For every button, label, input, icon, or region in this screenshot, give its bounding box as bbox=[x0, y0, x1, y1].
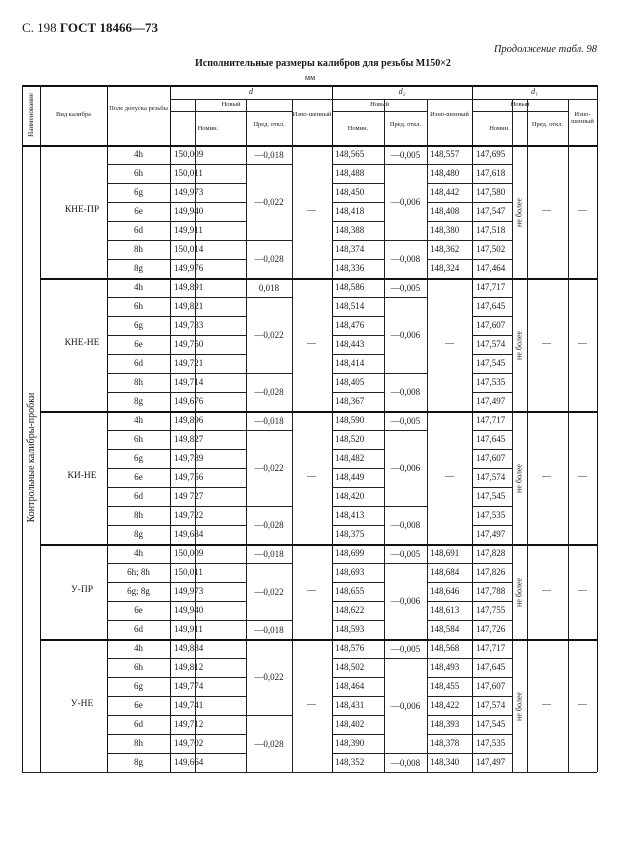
row-rule bbox=[246, 297, 292, 298]
table-row bbox=[22, 183, 597, 202]
tolerance-field: 4h bbox=[134, 415, 143, 425]
row-rule bbox=[246, 430, 292, 431]
d-nominal: 149 727 bbox=[174, 491, 204, 501]
d2-worn: 148,584 bbox=[430, 624, 460, 634]
d2-nominal: 148,699 bbox=[335, 548, 365, 558]
d-nominal: 149,721 bbox=[174, 358, 204, 368]
d1-worn-dash: — bbox=[578, 584, 587, 595]
tolerance-field: 6d bbox=[134, 358, 143, 368]
d-nominal: 149,891 bbox=[174, 282, 204, 292]
header-new: Новый bbox=[221, 101, 241, 108]
d2-worn: 148,324 bbox=[430, 263, 460, 273]
tolerance-field: 6d bbox=[134, 225, 143, 235]
d1-nominal: 147,645 bbox=[476, 301, 506, 311]
d2-limit-deviation: —0,006 bbox=[390, 596, 421, 606]
table-row bbox=[22, 449, 597, 468]
d1-nominal: 147,574 bbox=[476, 339, 506, 349]
d2-nominal: 148,520 bbox=[335, 434, 365, 444]
d1-deviation-dash: — bbox=[542, 337, 551, 348]
header-d2: d₂ bbox=[398, 87, 406, 96]
table-row bbox=[22, 411, 597, 430]
d2-limit-deviation: —0,005 bbox=[390, 282, 421, 293]
d1-nominal: 147,695 bbox=[476, 149, 506, 159]
header-nominal: Номин. bbox=[347, 125, 369, 132]
d-nominal: 149,976 bbox=[174, 263, 204, 273]
calibre-kind: КИ-НЕ bbox=[67, 470, 97, 481]
d2-worn-dash: — bbox=[445, 470, 454, 481]
d2-worn-dash: — bbox=[445, 337, 454, 348]
header-limit-deviation: Пред. откл. bbox=[253, 121, 285, 128]
d-nominal: 149,827 bbox=[174, 434, 204, 444]
d-limit-deviation: —0,022 bbox=[254, 586, 284, 597]
d2-limit-deviation: —0,005 bbox=[390, 643, 421, 654]
table-row bbox=[22, 658, 597, 677]
d2-worn: 148,568 bbox=[430, 643, 460, 653]
d-nominal: 149,911 bbox=[174, 624, 203, 634]
table-unit: мм bbox=[305, 73, 316, 82]
d2-limit-deviation: —0,005 bbox=[390, 415, 421, 426]
d-limit-deviation: —0,028 bbox=[254, 254, 284, 264]
tolerance-field: 4h bbox=[134, 149, 143, 159]
table-row bbox=[22, 259, 597, 278]
row-rule bbox=[246, 563, 292, 564]
table-row bbox=[22, 221, 597, 240]
d2-nominal: 148,336 bbox=[335, 263, 365, 273]
table-row bbox=[22, 525, 597, 544]
d1-worn-dash: — bbox=[578, 698, 587, 709]
tolerance-field: 8g bbox=[134, 396, 143, 406]
d1-nominal: 147,464 bbox=[476, 263, 506, 273]
d2-nominal: 148,405 bbox=[335, 377, 365, 387]
table-row bbox=[22, 145, 597, 164]
d1-limit-deviation: не более bbox=[514, 577, 524, 607]
table-row bbox=[22, 734, 597, 753]
row-rule bbox=[332, 111, 427, 112]
header-limit-deviation: Пред. откл. bbox=[531, 121, 564, 128]
d2-worn: 148,422 bbox=[430, 700, 460, 710]
table-row bbox=[22, 430, 597, 449]
d-nominal: 150,009 bbox=[174, 548, 204, 558]
d2-limit-deviation: —0,008 bbox=[390, 254, 421, 264]
row-rule bbox=[246, 164, 292, 165]
d1-nominal: 147,717 bbox=[476, 643, 506, 653]
table-row bbox=[22, 316, 597, 335]
tolerance-field: 6h; 8h bbox=[127, 567, 150, 577]
table-row bbox=[22, 753, 597, 772]
table-row bbox=[22, 563, 597, 582]
header-limit-deviation: Пред. откл. bbox=[389, 121, 422, 128]
d2-nominal: 148,402 bbox=[335, 719, 365, 729]
d-nominal: 149,774 bbox=[174, 681, 204, 691]
d-nominal: 149,664 bbox=[174, 757, 204, 767]
d2-nominal: 148,431 bbox=[335, 700, 365, 710]
header-d1: d₁ bbox=[531, 87, 538, 96]
d-limit-deviation: —0,028 bbox=[254, 520, 284, 530]
d2-nominal: 148,418 bbox=[335, 206, 365, 216]
table-row bbox=[22, 677, 597, 696]
d1-nominal: 147,535 bbox=[476, 738, 506, 748]
tolerance-field: 6e bbox=[134, 339, 143, 349]
row-rule bbox=[246, 373, 292, 374]
d-worn-dash: — bbox=[307, 337, 316, 348]
tolerance-field: 6h bbox=[134, 301, 143, 311]
d-nominal: 149,714 bbox=[174, 377, 204, 387]
d2-worn: 148,646 bbox=[430, 586, 460, 596]
d2-worn: 148,362 bbox=[430, 244, 460, 254]
calibre-kind: КНЕ-ПР bbox=[64, 204, 100, 215]
d1-nominal: 147,607 bbox=[476, 453, 506, 463]
d-nominal: 149,812 bbox=[174, 662, 204, 672]
d-nominal: 149,722 bbox=[174, 510, 204, 520]
page-header bbox=[22, 20, 158, 36]
table-row bbox=[22, 487, 597, 506]
table-row bbox=[22, 544, 597, 563]
d1-nominal: 147,574 bbox=[476, 472, 506, 482]
row-rule bbox=[384, 753, 427, 754]
d1-nominal: 147,547 bbox=[476, 206, 506, 216]
d1-nominal: 147,518 bbox=[476, 225, 506, 235]
tolerance-field: 8h bbox=[134, 377, 143, 387]
d-limit-deviation: —0,018 bbox=[254, 624, 284, 635]
d2-nominal: 148,464 bbox=[335, 681, 365, 691]
d2-nominal: 148,565 bbox=[335, 149, 365, 159]
d1-limit-deviation: не более bbox=[514, 691, 524, 721]
d1-nominal: 147,502 bbox=[476, 244, 506, 254]
d2-worn: 148,393 bbox=[430, 719, 460, 729]
d-nominal: 150,011 bbox=[174, 168, 203, 178]
table-row bbox=[22, 354, 597, 373]
d1-nominal: 147,755 bbox=[476, 605, 506, 615]
d2-nominal: 148,586 bbox=[335, 282, 365, 292]
d2-nominal: 148,420 bbox=[335, 491, 365, 501]
table-row bbox=[22, 639, 597, 658]
d-nominal: 149,712 bbox=[174, 719, 204, 729]
d-limit-deviation: —0,018 bbox=[254, 415, 284, 426]
d-nominal: 150,009 bbox=[174, 149, 204, 159]
table-row bbox=[22, 240, 597, 259]
d2-nominal: 148,390 bbox=[335, 738, 365, 748]
table-row bbox=[22, 620, 597, 639]
tolerance-field: 4h bbox=[134, 548, 143, 558]
header-worn: Изно-шенный bbox=[292, 111, 332, 118]
d2-worn: 148,684 bbox=[430, 567, 460, 577]
tolerance-field: 6d bbox=[134, 491, 143, 501]
tolerance-field: 6e bbox=[134, 472, 143, 482]
d-nominal: 149,896 bbox=[174, 415, 204, 425]
d-nominal: 149,750 bbox=[174, 339, 204, 349]
d1-nominal: 147,717 bbox=[476, 282, 506, 292]
d2-worn: 148,493 bbox=[430, 662, 460, 672]
d2-worn: 148,378 bbox=[430, 738, 460, 748]
row-rule bbox=[384, 297, 427, 298]
row-rule bbox=[22, 772, 597, 773]
d-nominal: 149,684 bbox=[174, 529, 204, 539]
table-row bbox=[22, 297, 597, 316]
d1-nominal: 147,645 bbox=[476, 434, 506, 444]
d2-nominal: 148,388 bbox=[335, 225, 365, 235]
row-rule bbox=[246, 620, 292, 621]
tolerance-field: 8h bbox=[134, 510, 143, 520]
d-nominal: 149,702 bbox=[174, 738, 204, 748]
tolerance-field: 6h bbox=[134, 662, 143, 672]
tolerance-field: 6e bbox=[134, 605, 143, 615]
d-nominal: 149,756 bbox=[174, 472, 204, 482]
header-name: Наименование bbox=[27, 93, 35, 137]
tolerance-field: 6e bbox=[134, 700, 143, 710]
tolerance-field: 8g bbox=[134, 529, 143, 539]
row-rule bbox=[384, 373, 427, 374]
d1-deviation-dash: — bbox=[542, 698, 551, 709]
d1-nominal: 147,788 bbox=[476, 586, 506, 596]
tolerance-field: 8g bbox=[134, 757, 143, 767]
d1-nominal: 147,828 bbox=[476, 548, 506, 558]
d-worn-dash: — bbox=[307, 204, 316, 215]
d1-nominal: 147,580 bbox=[476, 187, 506, 197]
d-worn-dash: — bbox=[307, 698, 316, 709]
tolerance-field: 6g bbox=[134, 453, 143, 463]
table-row bbox=[22, 715, 597, 734]
d-nominal: 149,821 bbox=[174, 301, 204, 311]
row-rule bbox=[472, 111, 568, 112]
d2-nominal: 148,449 bbox=[335, 472, 365, 482]
d2-nominal: 148,450 bbox=[335, 187, 365, 197]
row-rule bbox=[170, 111, 292, 112]
d2-limit-deviation: —0,006 bbox=[390, 463, 421, 473]
tolerance-field: 8g bbox=[134, 263, 143, 273]
tolerance-field: 6g bbox=[134, 320, 143, 330]
calibre-kind: КНЕ-НЕ bbox=[64, 337, 100, 348]
tolerance-field: 8h bbox=[134, 738, 143, 748]
d-nominal: 150,014 bbox=[174, 244, 204, 254]
d1-nominal: 147,717 bbox=[476, 415, 506, 425]
d-limit-deviation: —0,022 bbox=[254, 197, 284, 207]
page-number: С. 198 bbox=[22, 20, 57, 35]
row-rule bbox=[246, 506, 292, 507]
d2-worn: 148,557 bbox=[430, 149, 460, 159]
tolerance-field: 6h bbox=[134, 168, 143, 178]
d-nominal: 149,940 bbox=[174, 206, 204, 216]
d2-nominal: 148,476 bbox=[335, 320, 365, 330]
d2-worn: 148,613 bbox=[430, 605, 460, 615]
d1-deviation-dash: — bbox=[542, 584, 551, 595]
table-row bbox=[22, 373, 597, 392]
d-nominal: 149,973 bbox=[174, 187, 204, 197]
row-rule bbox=[170, 99, 597, 100]
table-row bbox=[22, 278, 597, 297]
calibre-kind: У-ПР bbox=[70, 584, 94, 595]
side-label: Контрольные калибры-пробки bbox=[25, 392, 37, 522]
d2-limit-deviation: —0,006 bbox=[390, 197, 421, 207]
table-row bbox=[22, 164, 597, 183]
d1-deviation-dash: — bbox=[542, 470, 551, 481]
d2-nominal: 148,414 bbox=[335, 358, 365, 368]
d-limit-deviation: —0,018 bbox=[254, 548, 284, 559]
d2-limit-deviation: —0,008 bbox=[390, 387, 421, 397]
tolerance-field: 6g bbox=[134, 187, 143, 197]
d1-nominal: 147,618 bbox=[476, 168, 506, 178]
d-nominal: 149,973 bbox=[174, 586, 204, 596]
d-nominal: 149,783 bbox=[174, 320, 204, 330]
tolerance-field: 6h bbox=[134, 434, 143, 444]
tolerance-field: 8h bbox=[134, 244, 143, 254]
header-tolerance: Поле допуска резьбы bbox=[109, 105, 168, 112]
table-row bbox=[22, 392, 597, 411]
row-rule bbox=[384, 240, 427, 241]
row-rule bbox=[384, 506, 427, 507]
d-worn-dash: — bbox=[307, 470, 316, 481]
header-worn: Изно-шенный bbox=[571, 111, 594, 125]
d-nominal: 149,676 bbox=[174, 396, 204, 406]
d1-worn-dash: — bbox=[578, 470, 587, 481]
row-rule bbox=[384, 164, 427, 165]
d1-nominal: 147,607 bbox=[476, 320, 506, 330]
tolerance-field: 6d bbox=[134, 624, 143, 634]
header-nominal: Номин. bbox=[489, 125, 510, 132]
d-limit-deviation: —0,028 bbox=[254, 738, 284, 749]
d1-nominal: 147,545 bbox=[476, 491, 506, 501]
d2-worn: 148,380 bbox=[430, 225, 460, 235]
d2-nominal: 148,443 bbox=[335, 339, 365, 349]
d-worn-dash: — bbox=[307, 584, 316, 595]
d2-limit-deviation: —0,005 bbox=[390, 548, 421, 559]
tolerance-field: 6g bbox=[134, 681, 143, 691]
d2-nominal: 148,590 bbox=[335, 415, 365, 425]
d2-limit-deviation: —0,008 bbox=[390, 520, 421, 530]
d2-worn: 148,340 bbox=[430, 757, 460, 767]
d1-worn-dash: — bbox=[578, 337, 587, 348]
row-rule bbox=[246, 715, 292, 716]
d1-nominal: 147,535 bbox=[476, 377, 506, 387]
d1-nominal: 147,545 bbox=[476, 719, 506, 729]
header-d: d bbox=[249, 87, 253, 96]
row-rule bbox=[384, 430, 427, 431]
d2-nominal: 148,655 bbox=[335, 586, 365, 596]
d2-nominal: 148,352 bbox=[335, 757, 365, 767]
d2-nominal: 148,576 bbox=[335, 643, 365, 653]
d2-worn: 148,442 bbox=[430, 187, 460, 197]
d1-nominal: 147,497 bbox=[476, 396, 506, 406]
column-rule bbox=[597, 85, 598, 772]
d1-deviation-dash: — bbox=[542, 204, 551, 215]
table-title: Исполнительные размеры калибров для резьбы М150×2 bbox=[195, 58, 451, 69]
d-nominal: 149,940 bbox=[174, 605, 204, 615]
d1-nominal: 147,645 bbox=[476, 662, 506, 672]
d-limit-deviation: —0,022 bbox=[254, 463, 284, 473]
header-kind: Вид калибра bbox=[56, 111, 91, 118]
header-worn: Изно-шенный bbox=[430, 111, 469, 118]
calibre-table bbox=[22, 85, 597, 779]
d1-nominal: 147,607 bbox=[476, 681, 506, 691]
tolerance-field: 4h bbox=[134, 643, 143, 653]
d-nominal: 149,911 bbox=[174, 225, 203, 235]
d1-nominal: 147,545 bbox=[476, 358, 506, 368]
d2-nominal: 148,502 bbox=[335, 662, 365, 672]
d1-limit-deviation: не более bbox=[514, 330, 524, 360]
d2-limit-deviation: —0,006 bbox=[390, 330, 421, 340]
row-rule bbox=[384, 563, 427, 564]
tolerance-field: 6g; 8g bbox=[127, 586, 150, 596]
d2-nominal: 148,693 bbox=[335, 567, 365, 577]
d2-nominal: 148,482 bbox=[335, 453, 365, 463]
tolerance-field: 4h bbox=[134, 282, 143, 292]
d1-worn-dash: — bbox=[578, 204, 587, 215]
d2-limit-deviation: —0,008 bbox=[390, 757, 421, 768]
d-nominal: 149,884 bbox=[174, 643, 204, 653]
d2-limit-deviation: —0,005 bbox=[390, 149, 421, 160]
d2-worn: 148,480 bbox=[430, 168, 460, 178]
d2-limit-deviation: —0,006 bbox=[390, 700, 421, 711]
d-nominal: 150,011 bbox=[174, 567, 203, 577]
d-limit-deviation: —0,018 bbox=[254, 149, 284, 160]
tolerance-field: 6d bbox=[134, 719, 143, 729]
d1-nominal: 147,726 bbox=[476, 624, 506, 634]
d1-nominal: 147,497 bbox=[476, 757, 506, 767]
row-rule bbox=[384, 658, 427, 659]
d2-nominal: 148,593 bbox=[335, 624, 365, 634]
d1-limit-deviation: не более bbox=[514, 463, 524, 493]
d1-nominal: 147,826 bbox=[476, 567, 506, 577]
header-new: Новый bbox=[510, 101, 530, 108]
d-nominal: 149,741 bbox=[174, 700, 204, 710]
tolerance-field: 6e bbox=[134, 206, 143, 216]
d2-nominal: 148,367 bbox=[335, 396, 365, 406]
d2-worn: 148,408 bbox=[430, 206, 460, 216]
calibre-kind: У-НЕ bbox=[70, 698, 94, 709]
header-nominal: Номин. bbox=[197, 125, 219, 132]
header-new: Новый bbox=[370, 101, 389, 108]
d2-nominal: 148,622 bbox=[335, 605, 365, 615]
d-limit-deviation: —0,022 bbox=[254, 672, 284, 682]
d-nominal: 149,789 bbox=[174, 453, 204, 463]
d2-nominal: 148,413 bbox=[335, 510, 365, 520]
d1-nominal: 147,535 bbox=[476, 510, 506, 520]
d-limit-deviation: —0,022 bbox=[254, 330, 284, 340]
d1-limit-deviation: не более bbox=[514, 197, 524, 227]
row-rule bbox=[22, 85, 597, 87]
d1-nominal: 147,497 bbox=[476, 529, 506, 539]
table-continuation: Продолжение табл. 98 bbox=[493, 44, 597, 55]
d1-nominal: 147,574 bbox=[476, 700, 506, 710]
d-limit-deviation: 0,018 bbox=[258, 282, 280, 293]
d2-nominal: 148,514 bbox=[335, 301, 365, 311]
d2-nominal: 148,374 bbox=[335, 244, 365, 254]
row-rule bbox=[246, 240, 292, 241]
d2-worn: 148,691 bbox=[430, 548, 460, 558]
d2-worn: 148,455 bbox=[430, 681, 460, 691]
standard-number: ГОСТ 18466—73 bbox=[59, 20, 158, 35]
d2-nominal: 148,488 bbox=[335, 168, 365, 178]
table-row bbox=[22, 506, 597, 525]
table-row bbox=[22, 601, 597, 620]
d-limit-deviation: —0,028 bbox=[254, 387, 284, 397]
d2-nominal: 148,375 bbox=[335, 529, 365, 539]
